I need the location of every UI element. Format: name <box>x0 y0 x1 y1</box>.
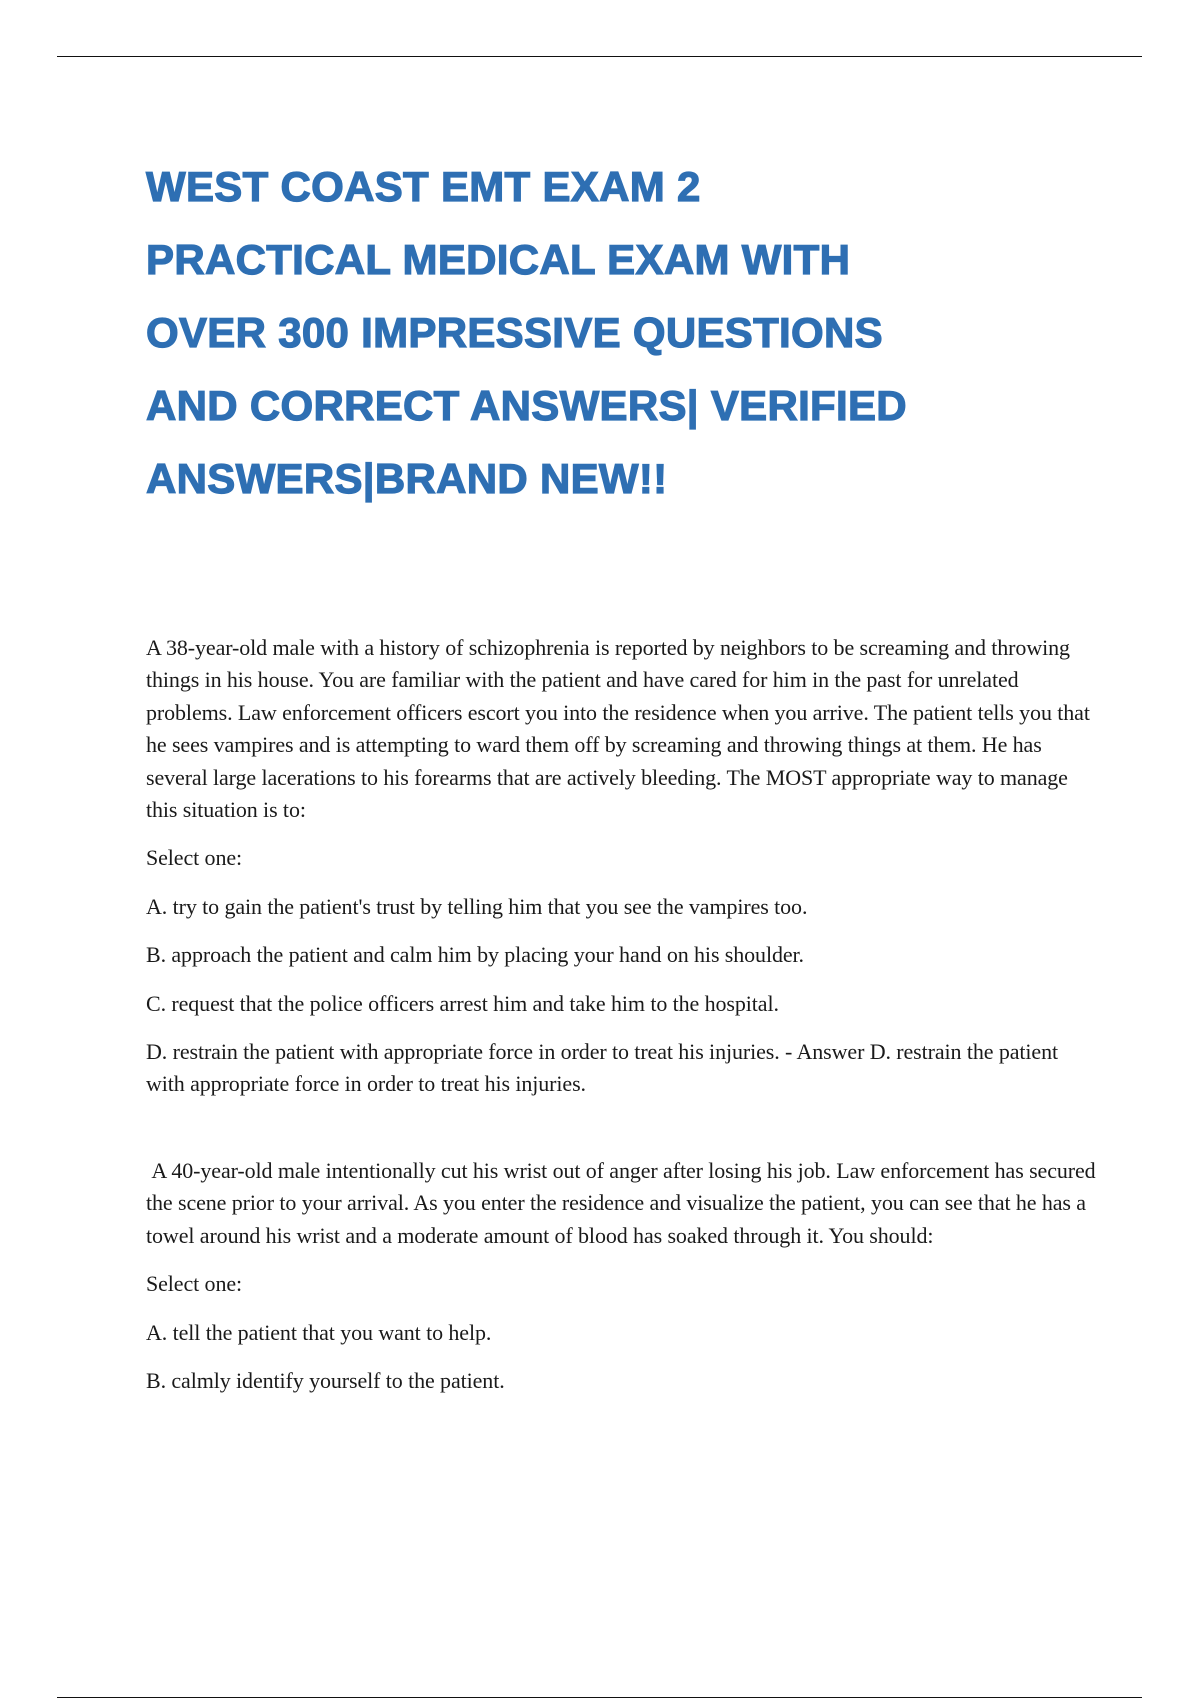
title-line: ANSWERS|BRAND NEW!! <box>146 455 668 502</box>
document-title <box>146 150 1096 515</box>
answer-option: B. calmly identify yourself to the patient. <box>146 1367 505 1393</box>
question-stem: A 38-year-old male with a history of schizophrenia is reported by neighbors to be screaming and throwing things in his house. You are familiar with the patient and have cared for him in the past for unrelated problems. Law enforcement officers escort you into the residence when you arrive. The patient tells you that he sees vampires and is attempting to ward them off by screaming and throwing things at them. He has several large lacerations to his forearms that are actively bleeding. The MOST appropriate way to manage this situation is to: <box>146 635 1090 823</box>
select-prompt: Select one: <box>146 845 243 871</box>
answer-option: A. tell the patient that you want to help. <box>146 1319 492 1345</box>
answer-option: D. restrain the patient with appropriate force in order to treat his injuries. - Answer D. restrain the patient with appropriate force in order to treat his injuries. <box>146 1039 1058 1097</box>
title-line: OVER 300 IMPRESSIVE QUESTIONS <box>146 309 883 356</box>
answer-option: C. request that the police officers arrest him and take him to the hospital. <box>146 990 779 1016</box>
title-line: WEST COAST EMT EXAM 2 <box>146 163 701 210</box>
select-prompt: Select one: <box>146 1271 243 1297</box>
bottom-rule <box>57 1697 1142 1698</box>
page-content <box>146 150 1101 1413</box>
title-line: AND CORRECT ANSWERS| VERIFIED <box>146 382 907 429</box>
question-stem: A 40-year-old male intentionally cut his wrist out of anger after losing his job. Law enforcement has secured the scene prior to your arrival. As you enter the residence and visualize the patient, you can see that he has a towel around his wrist and a moderate amount of blood has soaked through it. You should: <box>146 1157 1101 1248</box>
answer-option: B. approach the patient and calm him by placing your hand on his shoulder. <box>146 942 804 968</box>
question-block <box>146 1155 1101 1397</box>
top-rule <box>57 56 1142 57</box>
question-block <box>146 632 1096 1101</box>
title-line: PRACTICAL MEDICAL EXAM WITH <box>146 236 851 283</box>
answer-option: A. try to gain the patient's trust by telling him that you see the vampires too. <box>146 893 808 919</box>
